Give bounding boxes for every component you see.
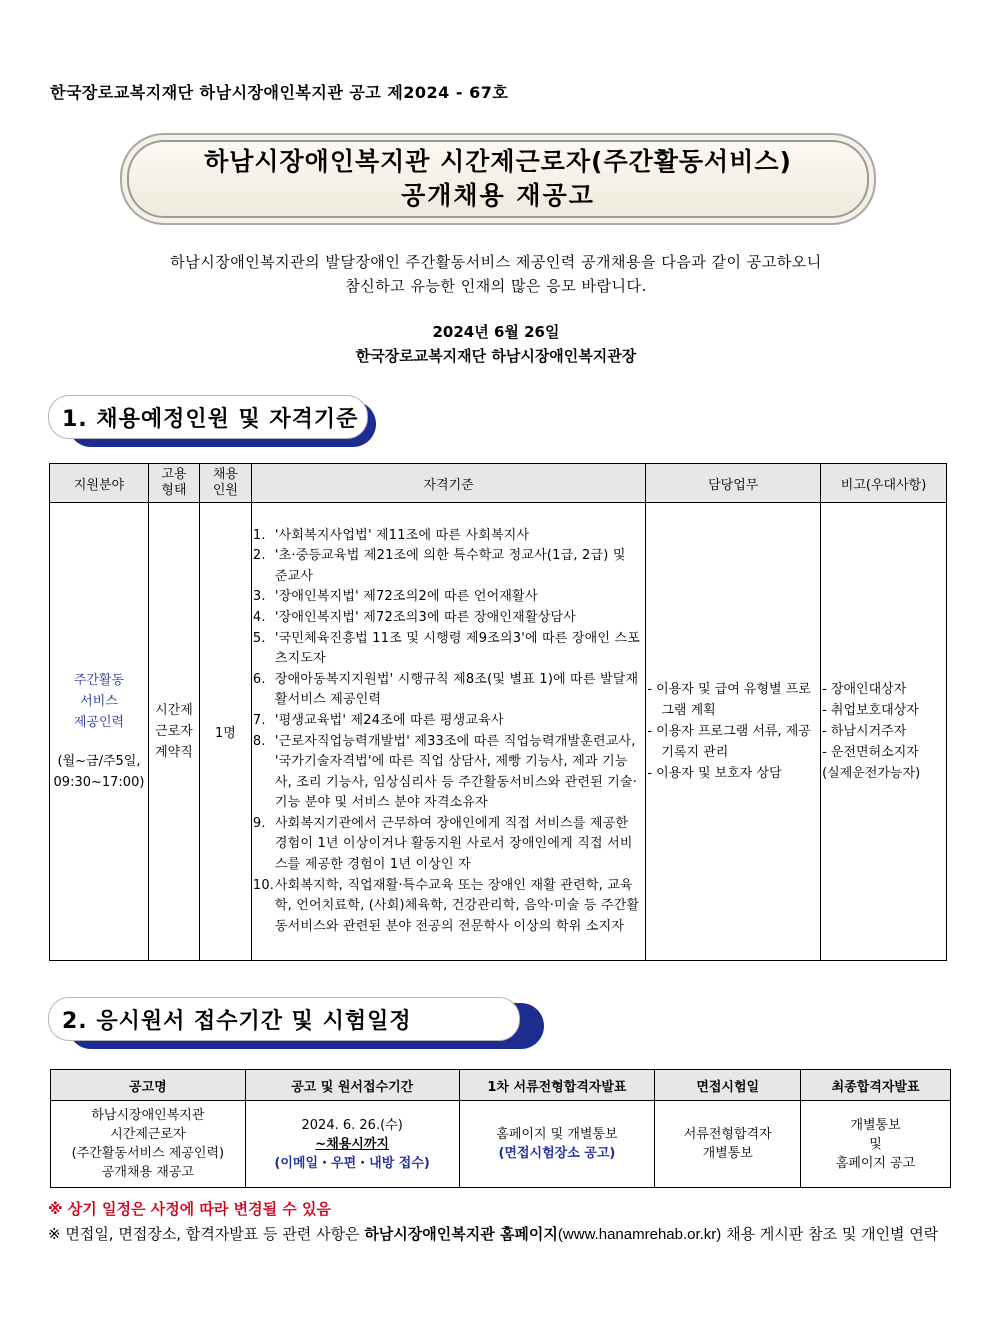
preference-item: (실제운전가능자) <box>822 766 921 781</box>
qualification-number: 6. <box>252 671 266 687</box>
qualification-item <box>253 670 642 711</box>
col-first-result: 1차 서류전형합격자발표 <box>459 1070 655 1101</box>
col-notice-name: 공고명 <box>51 1070 246 1101</box>
field-name-2: 서비스 <box>80 694 118 709</box>
duties-cell <box>646 503 821 961</box>
qualification-number: 1. <box>252 527 266 543</box>
qualification-item <box>253 526 642 547</box>
table-header-row <box>50 464 947 503</box>
table-row <box>50 503 947 961</box>
qualification-text: 사회복지학, 직업재활·특수교육 또는 장애인 재활 관련학, 교육학, 언어치료학, (사회)체육학, 건강관리학, 음악·미술 등 주간활동서비스와 관련된 분야 전공의 전문학사 이상의 학위 소지자 <box>274 877 640 934</box>
qualification-text: '근로자직업능력개발법' 제33조에 따른 직업능력개발훈련교사, '국가기술자격법'에 따른 직업 상담사, 제빵 기능사, 제과 기능사, 조리 기능사, 임상심리사 등 주간활동서비스와 관련된 기술·기능 분야 및 서비스 분야 자격소유자 <box>274 733 638 811</box>
first-result-cell <box>459 1101 655 1188</box>
intro-line-2: 참신하고 유능한 인재의 많은 응모 바랍니다. <box>345 277 647 295</box>
intro-line-1: 하남시장애인복지관의 발달장애인 주간활동서비스 제공인력 공개채용을 다음과 같이 공고하오니 <box>170 253 822 271</box>
table-row <box>51 1101 951 1188</box>
qualifications-cell <box>251 503 645 961</box>
section2-heading <box>48 997 420 1043</box>
section1-heading <box>48 395 370 441</box>
work-hours-2: 09:30~17:00) <box>53 775 145 790</box>
qualification-text: '사회복지사업법' 제11조에 따른 사회복지사 <box>274 527 530 543</box>
notice-name-cell: 하남시장애인복지관 시간제근로자 (주간활동서비스 제공인력) 공개채용 재공고 <box>51 1101 246 1188</box>
notice-number: 한국장로교복지재단 하남시장애인복지관 공고 제2024 - 67호 <box>50 83 509 102</box>
issuer-name: 한국장로교복지재단 하남시장애인복지관장 <box>355 347 637 365</box>
duty-item: - 이용자 프로그램 서류, 제공기록지 관리 <box>647 724 811 760</box>
page-subtitle: 공개채용 재공고 <box>401 181 595 210</box>
duty-item: - 이용자 및 급여 유형별 프로그램 계획 <box>647 682 811 718</box>
qualification-item <box>253 608 642 629</box>
col-field: 지원분야 <box>50 464 149 503</box>
first-result-note: (면접시험장소 공고) <box>498 1146 616 1161</box>
qualification-number: 8. <box>252 733 266 749</box>
period-until: ~채용시까지 <box>315 1136 389 1152</box>
qualification-text: '장애인복지법' 제72조의3에 따른 장애인재활상담사 <box>274 609 576 625</box>
section1-heading-label: 1. 채용예정인원 및 자격기준 <box>62 407 359 432</box>
qualification-text: '초·중등교육법 제21조에 의한 특수학교 정교사(1급, 2급) 및 준교사 <box>274 548 626 584</box>
qualification-item <box>253 546 642 587</box>
final-result-cell: 개별통보 및 홈페이지 공고 <box>801 1101 951 1188</box>
type-cell: 시간제 근로자 계약직 <box>148 503 199 961</box>
qualification-number: 2. <box>252 548 266 564</box>
work-hours-1: (월~금/주5일, <box>57 754 141 769</box>
preference-item: - 하남시거주자 <box>822 724 907 739</box>
qualification-item <box>253 587 642 608</box>
qualification-number: 4. <box>252 609 266 625</box>
period-date: 2024. 6. 26.(수) <box>301 1117 403 1133</box>
qualification-item <box>253 814 642 876</box>
count-cell: 1명 <box>199 503 251 961</box>
col-preferences: 비고(우대사항) <box>821 464 947 503</box>
qualification-item <box>253 629 642 670</box>
field-cell <box>50 503 149 961</box>
duties-list <box>647 679 819 784</box>
qualification-number: 10. <box>252 877 275 893</box>
col-final-result: 최종합격자발표 <box>801 1070 951 1101</box>
schedule-table <box>50 1069 951 1188</box>
col-application-period: 공고 및 원서접수기간 <box>245 1070 459 1101</box>
qualification-text: '평생교육법' 제24조에 따른 평생교육사 <box>274 712 504 728</box>
homepage-note <box>48 1222 952 1247</box>
first-result-text: 홈페이지 및 개별통보 <box>496 1127 618 1142</box>
period-methods: (이메일・우편・내방 접수) <box>274 1155 430 1171</box>
intro-text <box>0 250 992 298</box>
issue-date: 2024년 6월 26일 <box>432 323 560 341</box>
col-type: 고용 형태 <box>148 464 199 503</box>
qualification-number: 3. <box>252 589 266 605</box>
qualification-number: 5. <box>252 630 266 646</box>
schedule-change-note: ※ 상기 일정은 사정에 따라 변경될 수 있음 <box>48 1200 331 1218</box>
duty-item: - 이용자 및 보호자 상담 <box>647 766 782 781</box>
homepage-link[interactable]: (www.hanamrehab.or.kr) <box>557 1226 722 1243</box>
note2-prefix: ※ 면접일, 면접장소, 합격자발표 등 관련 사항은 <box>48 1225 365 1243</box>
qualifications-list <box>253 526 644 938</box>
field-name-1: 주간활동 <box>73 673 125 688</box>
table-header-row <box>51 1070 951 1101</box>
note2-suffix: 채용 게시판 참조 및 개인별 연락 <box>721 1225 939 1243</box>
preference-item: - 장애인대상자 <box>822 682 907 697</box>
col-count: 채용 인원 <box>199 464 251 503</box>
qualification-item <box>253 711 642 732</box>
qualification-item <box>253 732 642 814</box>
interview-cell: 서류전형합격자 개별통보 <box>655 1101 801 1188</box>
col-qualifications: 자격기준 <box>251 464 645 503</box>
qualification-text: 사회복지기관에서 근무하여 장애인에게 직접 서비스를 제공한 경험이 1년 이상이거나 활동지원 사로서 장애인에게 직접 서비스를 제공한 경험이 1년 이상인 자 <box>274 815 633 873</box>
preferences-cell <box>821 503 947 961</box>
note2-homepage: 하남시장애인복지관 홈페이지 <box>364 1225 558 1243</box>
preferences-list <box>822 679 945 784</box>
preference-item: - 취업보호대상자 <box>822 703 919 718</box>
section2-heading-label: 2. 응시원서 접수기간 및 시험일정 <box>62 1009 412 1034</box>
col-interview: 면접시험일 <box>655 1070 801 1101</box>
qualification-text: 장애아동복지지원법' 시행규칙 제8조(및 별표 1)에 따른 발달재활서비스 제공인력 <box>274 671 639 708</box>
qualification-text: '장애인복지법' 제72조의2에 따른 언어재활사 <box>274 589 538 605</box>
col-duties: 담당업무 <box>646 464 821 503</box>
field-name-3: 제공인력 <box>73 715 125 730</box>
qualification-number: 9. <box>252 815 266 831</box>
preference-item: - 운전면허소지자 <box>822 745 919 760</box>
title-banner <box>120 133 876 225</box>
qualification-number: 7. <box>252 712 266 728</box>
period-cell <box>245 1101 459 1188</box>
page-title: 하남시장애인복지관 시간제근로자(주간활동서비스) <box>204 147 792 176</box>
recruitment-table <box>49 463 947 961</box>
issuer-block <box>0 320 992 368</box>
qualification-text: '국민체육진흥법 11조 및 시행령 제9조의3'에 따른 장애인 스포츠지도자 <box>274 630 641 667</box>
qualification-item <box>253 876 642 938</box>
